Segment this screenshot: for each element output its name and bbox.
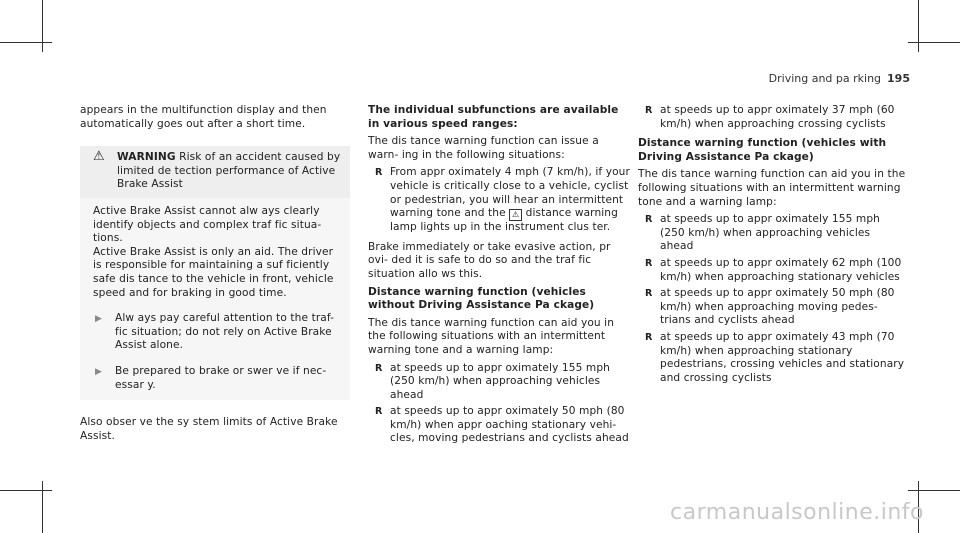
crop-mark bbox=[908, 42, 960, 43]
action-item-1: ▶ Alw ays pay careful attention to the traf- fic situation; do not rely on Active Brake Assist alone. bbox=[95, 312, 335, 352]
crop-mark bbox=[918, 0, 919, 52]
crop-mark bbox=[0, 42, 52, 43]
page-number: 195 bbox=[887, 72, 910, 85]
arrow-right-icon: ▶ bbox=[95, 366, 103, 377]
column-2 bbox=[368, 104, 630, 452]
speed-list-continued bbox=[638, 104, 906, 131]
list-item: R From appr oximately 4 mph (7 km/h), if your vehicle is critically close to a vehicle, cyclist or pedestrian, you will hear an intermittent warning tone and the ⚠ distance warning lamp lights up in the instrument clus ter. bbox=[368, 166, 630, 234]
col2-paragraph-2: Brake immediately or take evasive action, pr ovi- ded it is safe to do so and the traf fic situation allo ws this. bbox=[368, 240, 611, 280]
crop-mark bbox=[42, 0, 43, 52]
distance-warning-lamp-icon: ⚠ bbox=[509, 209, 522, 221]
warning-paragraph-1: Active Brake Assist cannot alw ays clearly identify objects and complex traf fic situa- tions. bbox=[93, 204, 322, 245]
heading-with-dap: Distance warning function (vehicles with Driving Assistance Pa ckage) bbox=[638, 137, 887, 163]
arrow-right-icon: ▶ bbox=[95, 314, 103, 325]
list-item: R at speeds up to appr oximately 62 mph (100 km/h) when approaching stationary vehicles bbox=[638, 257, 906, 284]
crop-mark bbox=[0, 490, 52, 491]
section-title: Driving and pa rking bbox=[768, 72, 882, 85]
outro-paragraph: Also obser ve the sy stem limits of Active Brake Assist. bbox=[80, 416, 338, 442]
warning-paragraph-2: Active Brake Assist is only an aid. The driver is responsible for maintaining a suf ficiently safe dis tance to the vehicle in front, vehicle speed and for braking in good time. bbox=[93, 245, 334, 299]
col3-paragraph-1: The dis tance warning function can aid you in the following situations with an intermittent warning tone and a warning lamp: bbox=[638, 168, 906, 208]
action-item-2: ▶ Be prepared to brake or swer ve if nec- essar y. bbox=[95, 364, 327, 391]
column-3 bbox=[638, 104, 906, 391]
list-item: R at speeds up to appr oximately 50 mph (80 km/h) when approaching moving pedes- trians and cyclists ahead bbox=[638, 287, 906, 328]
list-item: R at speeds up to appr oximately 43 mph (70 km/h) when approaching stationary pedestrians, crossing vehicles and stationary and crossing cyclists bbox=[638, 331, 906, 385]
situation-list bbox=[368, 166, 630, 234]
list-item: R at speeds up to appr oximately 37 mph (60 km/h) when approaching crossing cyclists bbox=[638, 104, 906, 131]
warning-header bbox=[80, 146, 350, 198]
warning-title: Risk of an accident caused by limited de tection performance of Active Brake Assist bbox=[117, 151, 341, 191]
heading-without-dap: Distance warning function (vehicles without Driving Assistance Pa ckage) bbox=[368, 285, 595, 312]
speed-list-with-dap bbox=[638, 213, 906, 385]
col2-paragraph-3: The dis tance warning function can aid you in the following situations with an intermittent warning tone and a warning lamp: bbox=[368, 316, 615, 356]
column-1 bbox=[80, 104, 350, 447]
watermark: carmanualsonline.info bbox=[670, 500, 924, 525]
subfunctions-heading: The individual subfunctions are available in various speed ranges: bbox=[368, 104, 619, 130]
col2-paragraph-1: The dis tance warning function can issue a warn- ing in the following situations: bbox=[368, 135, 599, 161]
list-item: R at speeds up to appr oximately 50 mph (80 km/h) when appr oaching stationary vehi- cles, moving pedestrians and cyclists ahead bbox=[368, 405, 630, 446]
crop-mark bbox=[908, 490, 960, 491]
speed-list-without-dap bbox=[368, 362, 630, 447]
warning-label: WARNING bbox=[117, 151, 176, 164]
list-item: R at speeds up to appr oximately 155 mph (250 km/h) when approaching vehicles ahead bbox=[638, 213, 906, 254]
crop-mark bbox=[42, 481, 43, 533]
page-header bbox=[769, 72, 910, 85]
warning-box bbox=[80, 146, 350, 400]
warning-triangle-icon: ⚠ bbox=[93, 149, 105, 165]
warning-body bbox=[80, 198, 350, 400]
list-item: R at speeds up to appr oximately 155 mph (250 km/h) when approaching vehicles ahead bbox=[368, 362, 630, 403]
intro-paragraph: appears in the multifunction display and then automatically goes out after a short time. bbox=[80, 104, 327, 130]
